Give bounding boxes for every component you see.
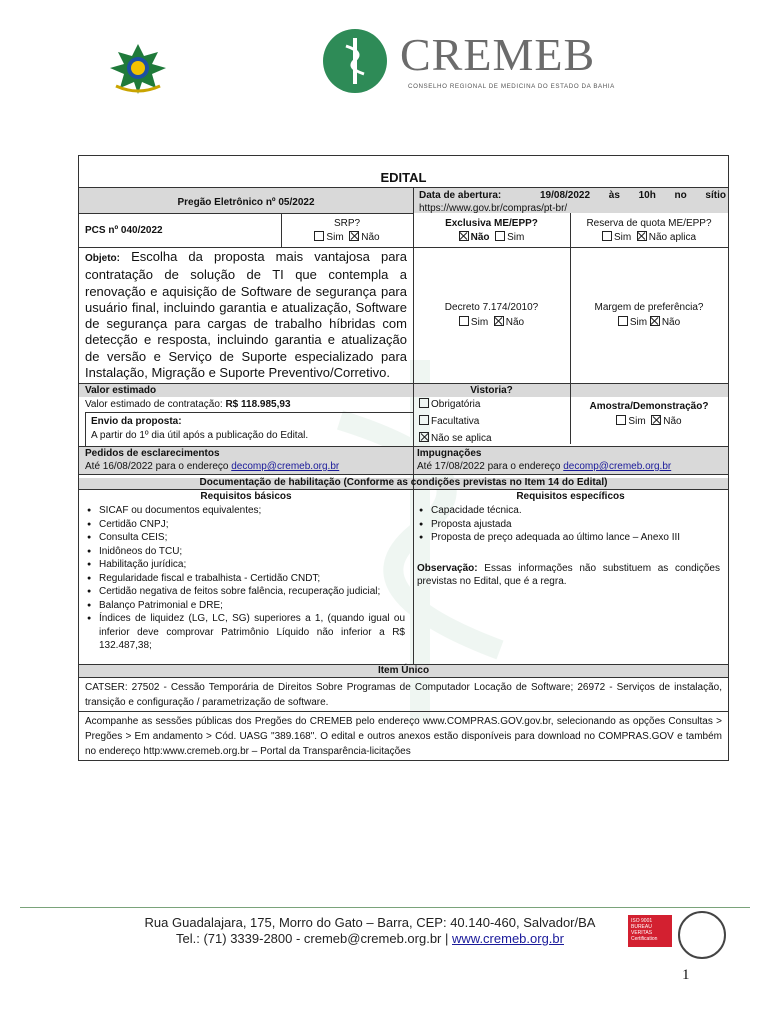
srp-nao-checkbox[interactable] [349,231,359,241]
exclusiva-options: Não Sim [413,231,570,244]
margem-options: Sim Não [570,316,728,329]
list-item: ● Capacidade técnica. [419,504,721,518]
edital-title: EDITAL [380,170,427,185]
brand-name: CREMEB [400,29,596,80]
srp-sim-checkbox[interactable] [314,231,324,241]
requisitos-especificos-label: Requisitos específicos [516,491,625,502]
objeto-block [85,249,407,381]
brazil-coat-of-arms-icon [106,42,170,94]
list-item: ● Certidão negativa de feitos sobre falência, recuperação judicial; [87,585,405,599]
impugnacoes-line: Até 17/08/2022 para o endereço decomp@cremeb.org.br [417,461,672,472]
page-number: 1 [682,967,690,983]
vistoria-obrigatoria-checkbox[interactable] [419,398,429,408]
list-item: ● Regularidade fiscal e trabalhista - Certidão CNDT; [87,572,405,586]
vistoria-option-nao-aplica: Não se aplica [419,432,492,445]
list-item: ● Consulta CEIS; [87,531,405,545]
impugnacoes-label: Impugnações [417,448,482,459]
catser-text: CATSER: 27502 - Cessão Temporária de Direitos Sobre Programas de Computador Locação de Software; 26972 - Serviços de instalação, transição e configuração / parametrização de software. [85,682,722,708]
objeto-text: Escolha da proposta mais vantajosa para contratação de solução de TI que contempla a renovação e aquisição de Software de segurança para usuário final, incluindo garantia e atualização, Software de segurança para cargas de trabalho híbridas com detecção e resposta, incluindo garantia e atualização de versão e Serviço de Suporte especializado para Instalação, Migração e Suporte Preventivo/Corretivo. [85,249,407,381]
abertura-value: 19/08/2022 às 10h no sítio [540,190,726,201]
pcs-label: PCS nº 040/2022 [85,225,163,236]
list-item: ● Balanço Patrimonial e DRE; [87,599,405,613]
list-item: ● Habilitação jurídica; [87,558,405,572]
footer-divider [20,907,750,908]
pedidos-line: Até 16/08/2022 para o endereço decomp@cremeb.org.br [85,461,340,472]
objeto-label: Objeto: [85,253,120,264]
impugnacoes-email-link[interactable]: decomp@cremeb.org.br [563,461,672,472]
observacao-label: Observação: [417,563,478,574]
amostra-sim-checkbox[interactable] [616,415,626,425]
amostra-nao-checkbox[interactable] [651,415,661,425]
edital-table [78,155,729,761]
srp-label: SRP? [333,218,361,229]
documentacao-header: Documentação de habilitação (Conforme as condições previstas no Item 14 do Edital) [199,477,608,488]
vistoria-facultativa-checkbox[interactable] [419,415,429,425]
acompanhe-text: Acompanhe as sessões públicas dos Pregões do CREMEB pelo endereço www.COMPRAS.GOV.gov.br, selecionando as opções Consultas > Pregões > Em andamento > Cód. UASG "389.168". O edital e outros anexos estão disponíveis para download no COMPRAS.GOV e também no endereço http:www.cremeb.org.br – Portal da Transparência-licitações [85,716,722,757]
footer-website-link[interactable]: www.cremeb.org.br [452,931,564,946]
item-unico-label: Item Único [377,665,430,676]
envio-text: A partir do 1º dia útil após a publicação do Edital. [91,430,309,441]
list-item: ● Proposta de preço adequada ao último lance – Anexo III [419,531,721,545]
bureau-veritas-badge: ISO 9001 BUREAU VERITAS Certification [628,915,672,947]
exclusiva-label: Exclusiva ME/EPP? [445,218,538,229]
reserva-sim-checkbox[interactable] [602,231,612,241]
list-item: ● SICAF ou documentos equivalentes; [87,504,405,518]
valor-label: Valor estimado [85,385,157,396]
reserva-nao-checkbox[interactable] [637,231,647,241]
decreto-options: Sim Não [413,316,570,329]
pedidos-label: Pedidos de esclarecimentos [85,448,220,459]
vistoria-nao-aplica-checkbox[interactable] [419,432,429,442]
list-item: ● Índices de liquidez (LG, LC, SG) superiores a 1, (quando igual ou inferior deve comprovar Patrimônio Líquido não inferior a R$ 132.487,38; [87,612,405,653]
margem-label: Margem de preferência? [594,302,704,313]
list-item: ● Inidôneos do TCU; [87,545,405,559]
reserva-label: Reserva de quota ME/EPP? [586,218,712,229]
vistoria-option-facultativa: Facultativa [419,415,479,428]
requisitos-basicos-list [87,504,405,653]
observacao-block [417,562,720,588]
margem-nao-checkbox[interactable] [650,316,660,326]
pedidos-email-link[interactable]: decomp@cremeb.org.br [231,461,340,472]
brand-subtitle: CONSELHO REGIONAL DE MEDICINA DO ESTADO DA BAHIA [408,83,615,90]
list-item: ● Proposta ajustada [419,518,721,532]
pregao-label: Pregão Eletrônico nº 05/2022 [177,197,315,208]
list-item: ● Certidão CNPJ; [87,518,405,532]
observacao-text: Essas informações não substituem as condições previstas no Edital, que é a regra. [417,563,720,587]
valor-line: Valor estimado de contratação: R$ 118.985,93 [85,399,291,410]
abertura-url[interactable]: https://www.gov.br/compras/pt-br/ [419,203,568,214]
reserva-options: Sim Não aplica [570,231,728,244]
footer-address: Rua Guadalajara, 175, Morro do Gato – Barra, CEP: 40.140-460, Salvador/BA [144,915,596,930]
cremeb-logo-icon [322,28,388,94]
envio-label: Envio da proposta: [91,416,182,427]
abertura-label: Data de abertura: [419,190,502,201]
valor-amount: R$ 118.985,93 [225,399,291,410]
decreto-sim-checkbox[interactable] [459,316,469,326]
requisitos-especificos-list [419,504,721,545]
certification-seal-icon [678,911,726,959]
requisitos-basicos-label: Requisitos básicos [200,491,292,502]
margem-sim-checkbox[interactable] [618,316,628,326]
exclusiva-sim-checkbox[interactable] [495,231,505,241]
vistoria-option-obrigatoria: Obrigatória [419,398,480,411]
vistoria-label: Vistoria? [470,385,513,396]
srp-options: Sim Não [281,231,413,244]
amostra-options: Sim Não [570,415,728,428]
decreto-label: Decreto 7.174/2010? [444,302,539,313]
footer-contact: Tel.: (71) 3339-2800 - cremeb@cremeb.org.br | www.cremeb.org.br [176,931,564,946]
amostra-label: Amostra/Demonstração? [589,401,709,412]
decreto-nao-checkbox[interactable] [494,316,504,326]
exclusiva-nao-checkbox[interactable] [459,231,469,241]
